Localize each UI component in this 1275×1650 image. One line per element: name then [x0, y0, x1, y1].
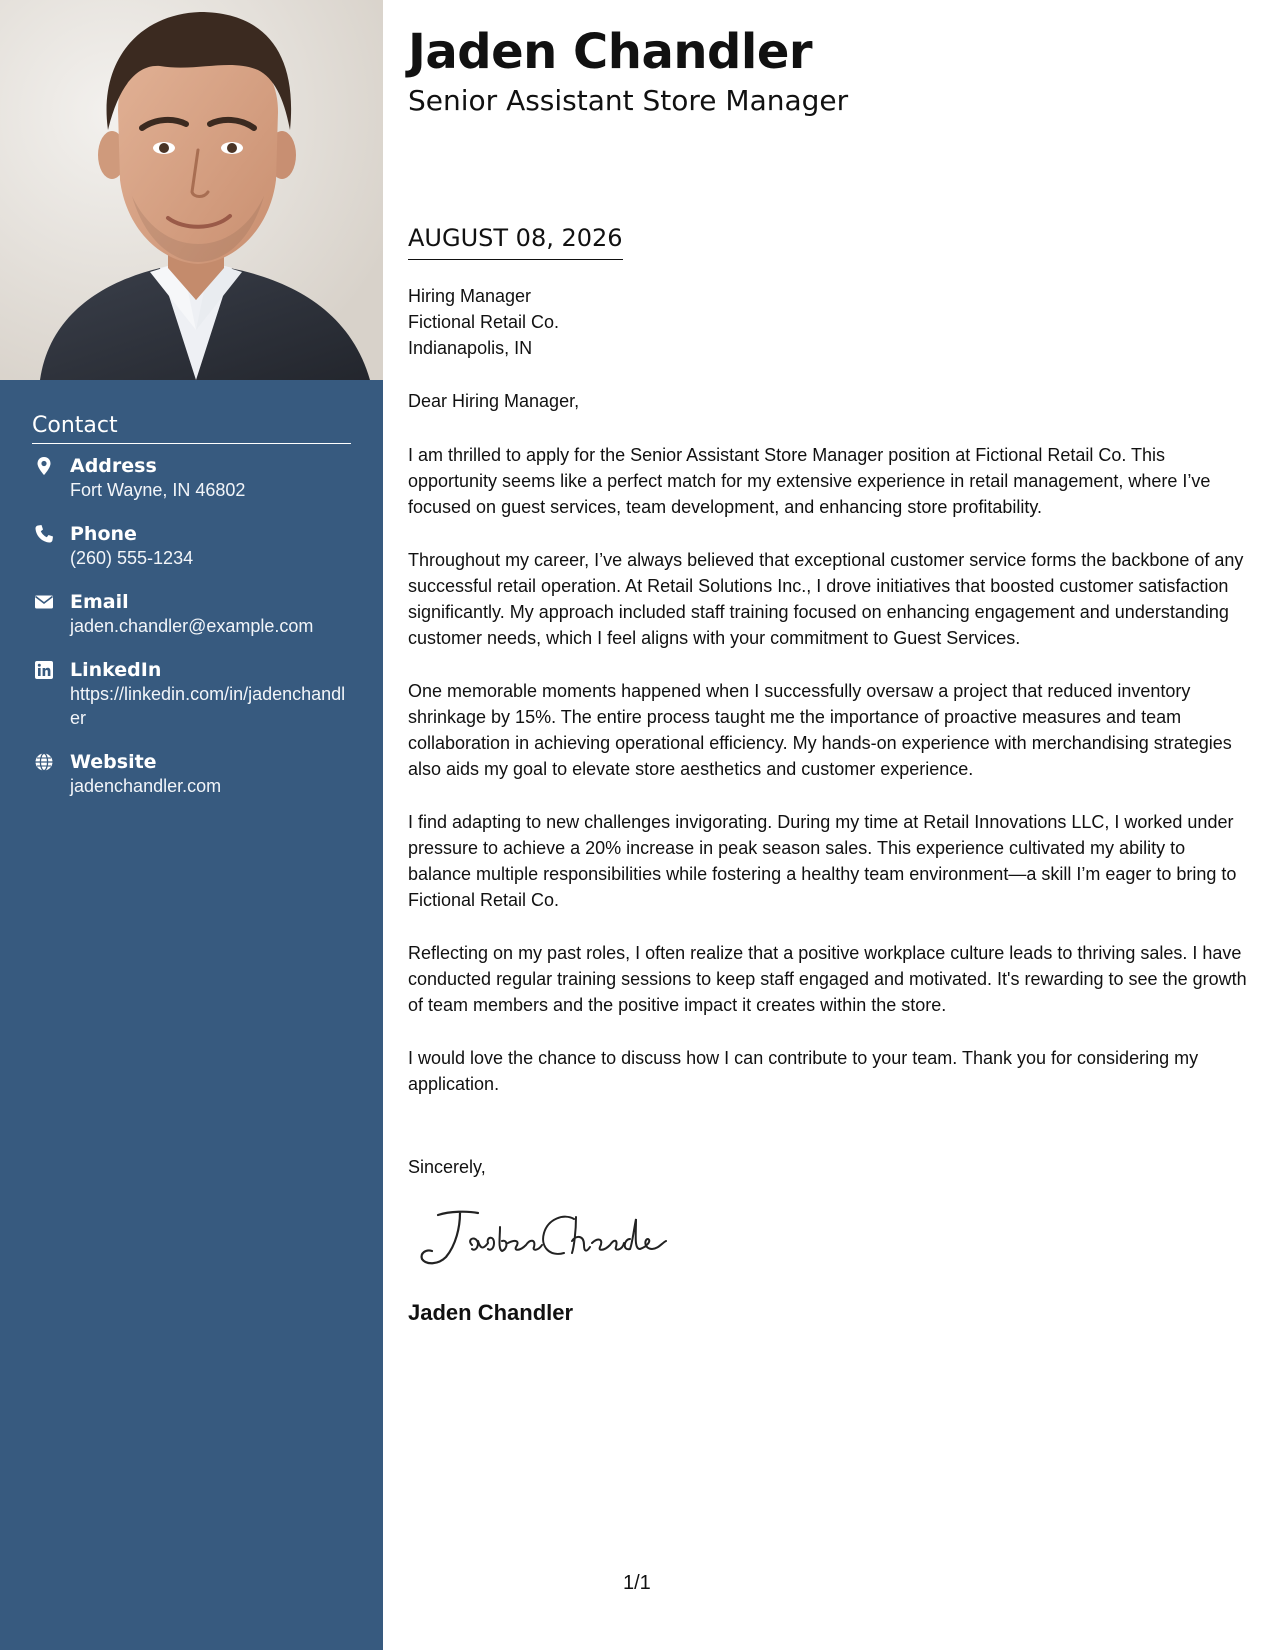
email-label: Email: [70, 591, 129, 613]
recipient-line: Indianapolis, IN: [408, 338, 533, 358]
globe-icon: [34, 752, 54, 772]
contact-linkedin: [32, 658, 351, 730]
contact-address: [32, 454, 351, 502]
recipient-line: Fictional Retail Co.: [408, 312, 560, 332]
map-pin-icon: [34, 456, 54, 476]
phone-label: Phone: [70, 523, 137, 545]
salutation: Dear Hiring Manager,: [408, 391, 580, 411]
body-paragraph: I am thrilled to apply for the Senior Assistant Store Manager position at Fictional Retail Co. This opportunity seems like a perfect match for my extensive experience in retail management, where I’ve focused on guest services, team development, and enhancing store profitability.: [408, 445, 1211, 517]
profile-photo-illustration: [0, 0, 383, 380]
website-label: Website: [70, 751, 157, 773]
applicant-name: Jaden Chandler: [408, 24, 813, 80]
body-paragraph: Throughout my career, I’ve always believed that exceptional customer service forms the backbone of any successful retail operation. At Retail Solutions Inc., I drove initiatives that boosted customer satisfaction significantly. My approach included staff training focused on enhancing engagement and understanding customer needs, which I feel aligns with your commitment to Guest Services.: [408, 550, 1244, 648]
body-paragraph: Reflecting on my past roles, I often realize that a positive workplace culture leads to thriving sales. I have conducted regular training sessions to keep staff engaged and motivated. It's rewarding to see the growth of team members and the positive impact it creates within the store.: [408, 943, 1247, 1015]
body-paragraph: I would love the chance to discuss how I can contribute to your team. Thank you for considering my application.: [408, 1048, 1199, 1094]
contact-email: [32, 590, 351, 638]
contact-heading: Contact: [32, 413, 351, 444]
website-value[interactable]: jadenchandler.com: [70, 776, 222, 796]
linkedin-icon: [34, 660, 54, 680]
envelope-icon: [34, 592, 54, 612]
body-paragraph: I find adapting to new challenges invigorating. During my time at Retail Innovations LLC, I worked under pressure to achieve a 20% increase in peak season sales. This experience cultivated my ability to balance multiple responsibilities while fostering a healthy team environment—a skill I’m eager to bring to Fictional Retail Co.: [408, 812, 1237, 910]
profile-photo: [0, 0, 383, 380]
linkedin-label: LinkedIn: [70, 659, 162, 681]
recipient-line: Hiring Manager: [408, 286, 532, 306]
address-label: Address: [70, 455, 157, 477]
signer-name: Jaden Chandler: [408, 1300, 574, 1325]
letter-body: [408, 442, 1250, 1124]
body-paragraph: One memorable moments happened when I successfully oversaw a project that reduced inventory shrinkage by 15%. The entire process taught me the importance of proactive measures and team collaboration in achieving operational efficiency. My hands-on experience with merchandising strategies also aids my goal to elevate store aesthetics and customer experience.: [408, 681, 1232, 779]
contact-website: [32, 750, 351, 798]
letter-date: AUGUST 08, 2026: [408, 224, 623, 260]
contact-section: [32, 413, 351, 818]
contact-phone: [32, 522, 351, 570]
page-indicator: 1/1: [623, 1572, 651, 1594]
closing: Sincerely,: [408, 1157, 486, 1177]
sidebar: [0, 0, 383, 1650]
applicant-title: Senior Assistant Store Manager: [408, 84, 849, 117]
recipient-block: [408, 283, 559, 361]
email-value[interactable]: jaden.chandler@example.com: [70, 616, 314, 636]
phone-icon: [34, 524, 54, 544]
phone-value[interactable]: (260) 555-1234: [70, 548, 194, 568]
address-value: Fort Wayne, IN 46802: [70, 480, 246, 500]
linkedin-value[interactable]: https://linkedin.com/in/jadenchandler: [70, 684, 346, 728]
handwritten-signature: [416, 1205, 676, 1275]
